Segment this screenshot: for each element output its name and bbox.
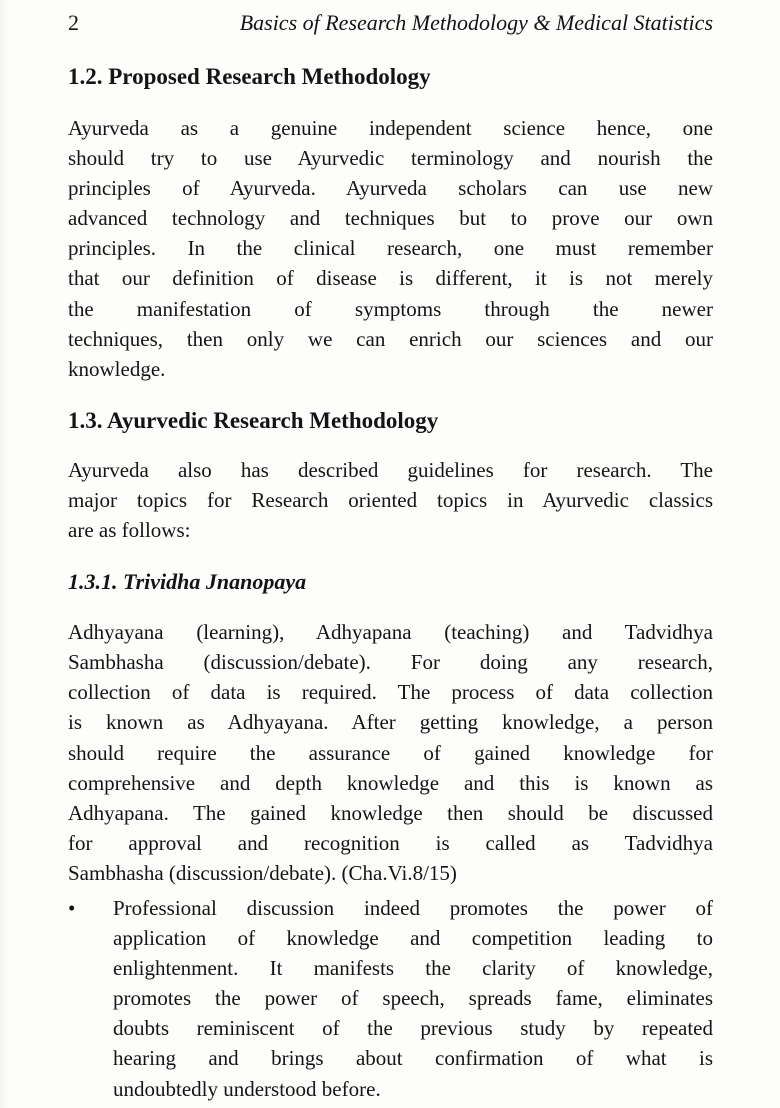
text-line: undoubtedly understood before. xyxy=(113,1076,381,1101)
section-heading-1-2: 1.2. Proposed Research Methodology xyxy=(68,64,431,89)
text-line: Professional discussion indeed promotes the power of xyxy=(113,895,713,920)
text-line: application of knowledge and competition leading to xyxy=(113,926,713,951)
paragraph-1-3 xyxy=(68,455,713,545)
text-line: is known as Adhyayana. After getting knowledge, a person xyxy=(68,710,713,735)
text-line: Adhyayana (learning), Adhyapana (teaching) and Tadvidhya xyxy=(68,620,713,645)
text-line: Ayurveda as a genuine independent science hence, one xyxy=(68,116,713,140)
page-number: 2 xyxy=(68,10,79,35)
text-line: are as follows: xyxy=(68,518,191,543)
text-line: major topics for Research oriented topics in Ayurvedic classics xyxy=(68,487,713,512)
text-line: should require the assurance of gained knowledge for xyxy=(68,740,713,765)
text-line: should try to use Ayurvedic terminology and nourish the xyxy=(68,146,713,171)
text-line: for approval and recognition is called as Tadvidhya xyxy=(68,830,713,855)
paragraph-1-2 xyxy=(68,113,713,384)
text-line: comprehensive and depth knowledge and this is known as xyxy=(68,770,713,795)
bullet-list-item xyxy=(68,893,713,1104)
text-line: promotes the power of speech, spreads fame, eliminates xyxy=(113,986,713,1011)
paragraph-1-3-1 xyxy=(68,617,713,888)
text-line: knowledge. xyxy=(68,356,166,381)
text-line: Adhyapana. The gained knowledge then should be discussed xyxy=(68,800,713,825)
section-heading-1-3: 1.3. Ayurvedic Research Methodology xyxy=(68,407,439,433)
running-title: Basics of Research Methodology & Medical Statistics xyxy=(239,10,713,35)
text-line: techniques, then only we can enrich our sciences and our xyxy=(68,326,713,351)
text-line: collection of data is required. The process of data collection xyxy=(68,680,713,705)
text-line: Sambhasha (discussion/debate). For doing any research, xyxy=(68,650,713,675)
text-line: the manifestation of symptoms through the newer xyxy=(68,296,713,321)
text-line: principles. In the clinical research, one must remember xyxy=(68,236,713,261)
bullet-marker: • xyxy=(68,895,76,920)
bullet-paragraph xyxy=(113,893,713,1104)
text-line: hearing and brings about confirmation of what is xyxy=(113,1046,713,1071)
text-line: doubts reminiscent of the previous study by repeated xyxy=(113,1016,713,1041)
text-line: Ayurveda also has described guidelines for research. The xyxy=(68,457,713,482)
subsection-heading-1-3-1: 1.3.1. Trividha Jnanopaya xyxy=(68,569,307,595)
running-header xyxy=(68,8,713,38)
text-line: that our definition of disease is different, it is not merely xyxy=(68,266,713,291)
text-line: Sambhasha (discussion/debate). (Cha.Vi.8/15) xyxy=(68,860,457,885)
text-line: advanced technology and techniques but to prove our own xyxy=(68,206,713,231)
text-line: enlightenment. It manifests the clarity of knowledge, xyxy=(113,956,713,981)
text-line: principles of Ayurveda. Ayurveda scholars can use new xyxy=(68,176,713,201)
